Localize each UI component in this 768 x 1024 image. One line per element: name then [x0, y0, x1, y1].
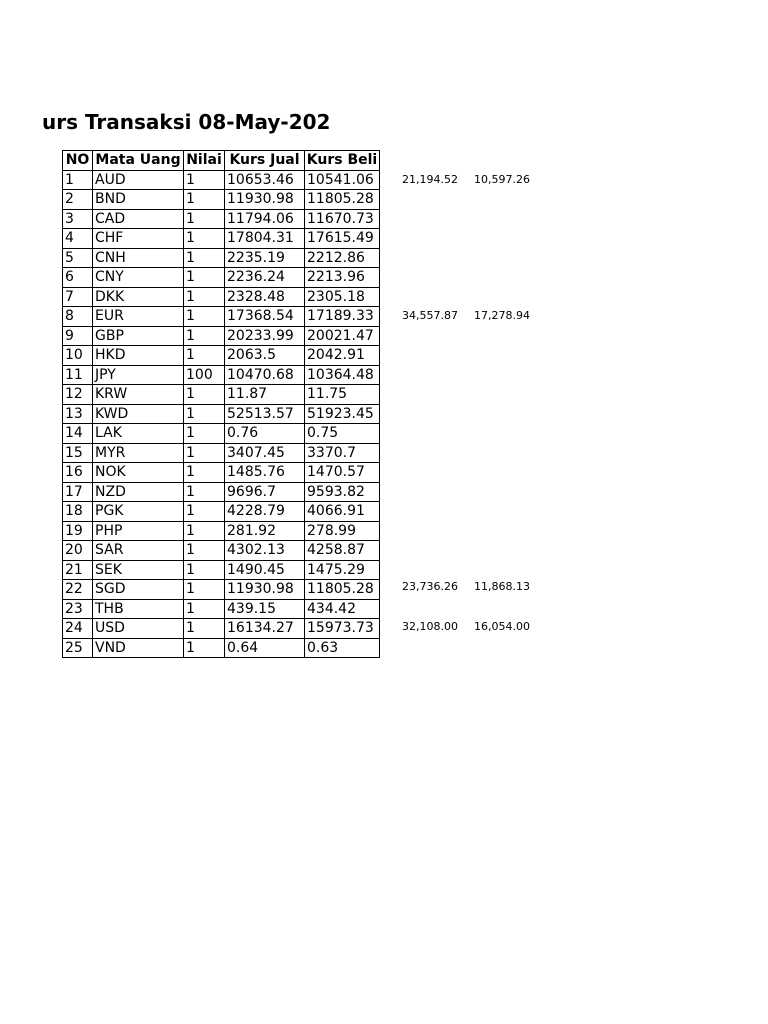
cell-nilai: 1	[184, 268, 225, 288]
cell-kurs-beli: 11805.28	[305, 580, 380, 600]
cell-no: 23	[63, 599, 93, 619]
cell-no: 12	[63, 385, 93, 405]
side-value-aud-sum: 21,194.52	[402, 173, 458, 186]
cell-no: 24	[63, 619, 93, 639]
header-kurs-jual: Kurs Jual	[225, 151, 305, 171]
cell-no: 15	[63, 443, 93, 463]
table-row	[63, 482, 380, 502]
cell-no: 22	[63, 580, 93, 600]
cell-kurs-beli: 11.75	[305, 385, 380, 405]
title-clip	[42, 106, 331, 138]
table-row	[63, 638, 380, 658]
cell-nilai: 1	[184, 638, 225, 658]
cell-kurs-beli: 10364.48	[305, 365, 380, 385]
cell-nilai: 1	[184, 463, 225, 483]
cell-nilai: 1	[184, 521, 225, 541]
table-row	[63, 580, 380, 600]
cell-kurs-jual: 281.92	[225, 521, 305, 541]
cell-currency: NZD	[93, 482, 184, 502]
cell-currency: SGD	[93, 580, 184, 600]
cell-no: 6	[63, 268, 93, 288]
cell-nilai: 1	[184, 482, 225, 502]
table-row	[63, 326, 380, 346]
cell-currency: CNY	[93, 268, 184, 288]
side-value-usd-sum: 32,108.00	[402, 620, 458, 633]
cell-currency: CNH	[93, 248, 184, 268]
cell-no: 21	[63, 560, 93, 580]
cell-no: 16	[63, 463, 93, 483]
cell-kurs-jual: 1490.45	[225, 560, 305, 580]
cell-kurs-beli: 3370.7	[305, 443, 380, 463]
cell-kurs-jual: 52513.57	[225, 404, 305, 424]
cell-kurs-beli: 11805.28	[305, 190, 380, 210]
cell-no: 5	[63, 248, 93, 268]
table-row	[63, 521, 380, 541]
cell-currency: MYR	[93, 443, 184, 463]
cell-kurs-jual: 2063.5	[225, 346, 305, 366]
side-value-eur-sum: 34,557.87	[402, 309, 458, 322]
cell-no: 9	[63, 326, 93, 346]
cell-kurs-jual: 10470.68	[225, 365, 305, 385]
cell-nilai: 1	[184, 599, 225, 619]
cell-kurs-jual: 1485.76	[225, 463, 305, 483]
cell-no: 14	[63, 424, 93, 444]
cell-nilai: 1	[184, 502, 225, 522]
cell-nilai: 1	[184, 346, 225, 366]
cell-no: 13	[63, 404, 93, 424]
cell-kurs-beli: 4066.91	[305, 502, 380, 522]
cell-kurs-jual: 2235.19	[225, 248, 305, 268]
cell-kurs-jual: 10653.46	[225, 170, 305, 190]
table-row	[63, 248, 380, 268]
table-row	[63, 619, 380, 639]
cell-currency: PGK	[93, 502, 184, 522]
side-value-sgd-sum: 23,736.26	[402, 580, 458, 593]
cell-kurs-jual: 11930.98	[225, 580, 305, 600]
cell-kurs-jual: 17368.54	[225, 307, 305, 327]
cell-no: 4	[63, 229, 93, 249]
header-mata-uang: Mata Uang	[93, 151, 184, 171]
cell-kurs-beli: 11670.73	[305, 209, 380, 229]
table-row	[63, 385, 380, 405]
cell-kurs-jual: 4228.79	[225, 502, 305, 522]
cell-kurs-jual: 11.87	[225, 385, 305, 405]
cell-currency: JPY	[93, 365, 184, 385]
cell-nilai: 1	[184, 190, 225, 210]
cell-currency: SEK	[93, 560, 184, 580]
cell-kurs-jual: 9696.7	[225, 482, 305, 502]
cell-kurs-beli: 10541.06	[305, 170, 380, 190]
cell-currency: KWD	[93, 404, 184, 424]
header-kurs-beli: Kurs Beli	[305, 151, 380, 171]
cell-kurs-beli: 2305.18	[305, 287, 380, 307]
cell-kurs-beli: 2212.86	[305, 248, 380, 268]
table-row	[63, 346, 380, 366]
table-row	[63, 229, 380, 249]
cell-currency: GBP	[93, 326, 184, 346]
cell-currency: KRW	[93, 385, 184, 405]
table-row	[63, 443, 380, 463]
table-row	[63, 560, 380, 580]
cell-kurs-jual: 17804.31	[225, 229, 305, 249]
cell-nilai: 1	[184, 443, 225, 463]
cell-currency: VND	[93, 638, 184, 658]
table-row	[63, 287, 380, 307]
cell-no: 10	[63, 346, 93, 366]
cell-nilai: 1	[184, 541, 225, 561]
table-row	[63, 599, 380, 619]
cell-kurs-beli: 4258.87	[305, 541, 380, 561]
table-row	[63, 404, 380, 424]
side-value-aud-avg: 10,597.26	[474, 173, 530, 186]
cell-nilai: 1	[184, 307, 225, 327]
cell-kurs-beli: 1470.57	[305, 463, 380, 483]
header-nilai: Nilai	[184, 151, 225, 171]
cell-kurs-jual: 3407.45	[225, 443, 305, 463]
cell-currency: CAD	[93, 209, 184, 229]
table-row	[63, 365, 380, 385]
cell-kurs-jual: 0.76	[225, 424, 305, 444]
table-row	[63, 424, 380, 444]
table-row	[63, 307, 380, 327]
cell-currency: HKD	[93, 346, 184, 366]
cell-kurs-beli: 278.99	[305, 521, 380, 541]
table-header-row	[63, 151, 380, 171]
cell-kurs-jual: 20233.99	[225, 326, 305, 346]
cell-kurs-jual: 0.64	[225, 638, 305, 658]
side-value-sgd-avg: 11,868.13	[474, 580, 530, 593]
cell-no: 8	[63, 307, 93, 327]
cell-currency: USD	[93, 619, 184, 639]
cell-kurs-beli: 17189.33	[305, 307, 380, 327]
table-row	[63, 209, 380, 229]
cell-nilai: 1	[184, 385, 225, 405]
page-title: urs Transaksi 08-May-202	[42, 110, 331, 134]
table-row	[63, 170, 380, 190]
cell-kurs-beli: 15973.73	[305, 619, 380, 639]
cell-no: 19	[63, 521, 93, 541]
cell-nilai: 1	[184, 209, 225, 229]
cell-no: 25	[63, 638, 93, 658]
side-value-usd-avg: 16,054.00	[474, 620, 530, 633]
cell-kurs-jual: 16134.27	[225, 619, 305, 639]
cell-nilai: 1	[184, 404, 225, 424]
cell-nilai: 1	[184, 580, 225, 600]
cell-nilai: 1	[184, 248, 225, 268]
exchange-rate-table	[62, 150, 380, 658]
cell-kurs-beli: 0.63	[305, 638, 380, 658]
cell-currency: AUD	[93, 170, 184, 190]
cell-no: 17	[63, 482, 93, 502]
cell-kurs-beli: 51923.45	[305, 404, 380, 424]
cell-kurs-beli: 2042.91	[305, 346, 380, 366]
cell-currency: SAR	[93, 541, 184, 561]
cell-nilai: 1	[184, 560, 225, 580]
cell-kurs-jual: 4302.13	[225, 541, 305, 561]
cell-kurs-beli: 20021.47	[305, 326, 380, 346]
cell-nilai: 1	[184, 229, 225, 249]
cell-nilai: 1	[184, 326, 225, 346]
cell-no: 7	[63, 287, 93, 307]
table-row	[63, 502, 380, 522]
cell-no: 1	[63, 170, 93, 190]
cell-no: 20	[63, 541, 93, 561]
cell-kurs-jual: 2236.24	[225, 268, 305, 288]
cell-kurs-beli: 434.42	[305, 599, 380, 619]
table-row	[63, 463, 380, 483]
table-row	[63, 268, 380, 288]
cell-currency: PHP	[93, 521, 184, 541]
cell-no: 3	[63, 209, 93, 229]
cell-kurs-beli: 2213.96	[305, 268, 380, 288]
cell-kurs-beli: 17615.49	[305, 229, 380, 249]
cell-kurs-beli: 0.75	[305, 424, 380, 444]
cell-currency: THB	[93, 599, 184, 619]
cell-currency: CHF	[93, 229, 184, 249]
cell-kurs-jual: 11794.06	[225, 209, 305, 229]
cell-currency: BND	[93, 190, 184, 210]
cell-currency: EUR	[93, 307, 184, 327]
cell-nilai: 100	[184, 365, 225, 385]
table-row	[63, 190, 380, 210]
cell-no: 11	[63, 365, 93, 385]
cell-kurs-jual: 2328.48	[225, 287, 305, 307]
header-no: NO	[63, 151, 93, 171]
cell-nilai: 1	[184, 619, 225, 639]
cell-kurs-beli: 1475.29	[305, 560, 380, 580]
cell-nilai: 1	[184, 424, 225, 444]
cell-currency: DKK	[93, 287, 184, 307]
cell-no: 2	[63, 190, 93, 210]
cell-nilai: 1	[184, 170, 225, 190]
cell-no: 18	[63, 502, 93, 522]
cell-kurs-beli: 9593.82	[305, 482, 380, 502]
table-row	[63, 541, 380, 561]
cell-kurs-jual: 439.15	[225, 599, 305, 619]
cell-currency: LAK	[93, 424, 184, 444]
side-value-eur-avg: 17,278.94	[474, 309, 530, 322]
cell-kurs-jual: 11930.98	[225, 190, 305, 210]
cell-currency: NOK	[93, 463, 184, 483]
cell-nilai: 1	[184, 287, 225, 307]
